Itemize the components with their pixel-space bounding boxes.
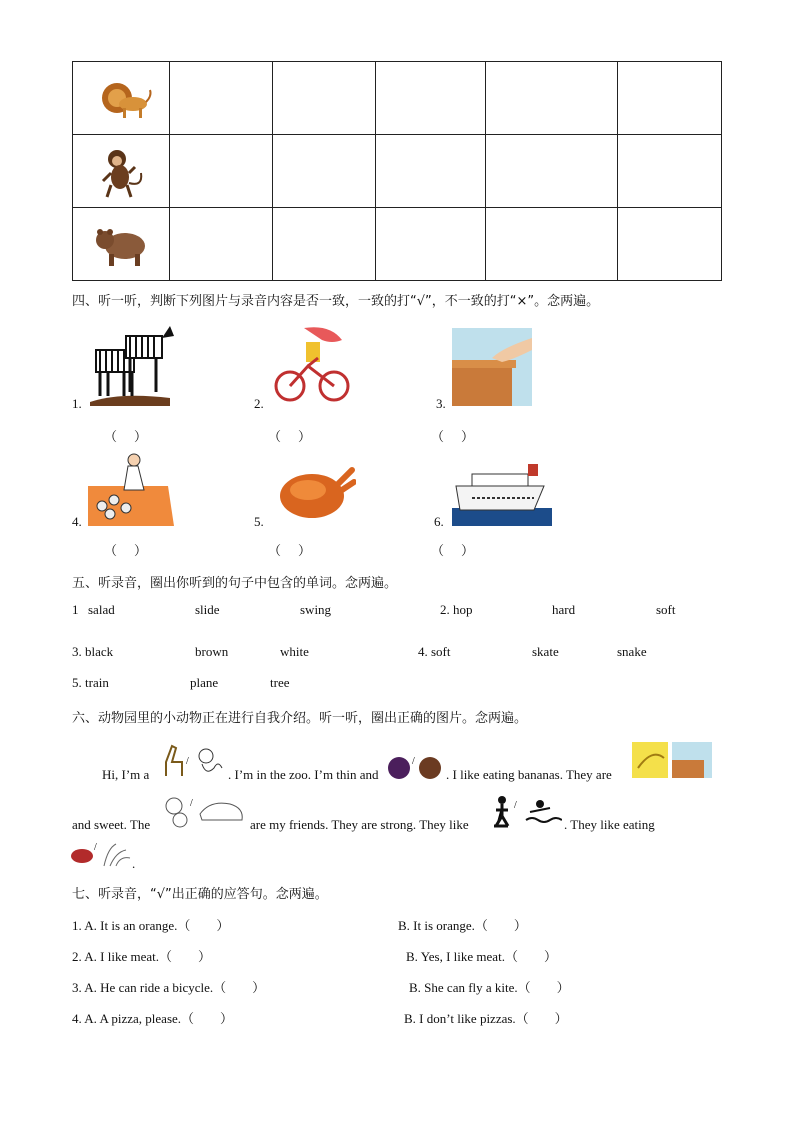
word-option[interactable]: 2. hop [440, 602, 473, 617]
table-cell[interactable] [170, 208, 273, 281]
table-cell[interactable] [376, 62, 486, 135]
table-cell[interactable] [486, 62, 618, 135]
table-row [73, 135, 722, 208]
table-cell[interactable] [273, 135, 376, 208]
skating-swimming-choice-icon[interactable] [490, 794, 562, 830]
word-option[interactable]: tree [270, 675, 290, 690]
option-a[interactable]: 1. A. It is an orange.（ ） [72, 918, 230, 933]
word-option[interactable]: brown [195, 644, 229, 659]
item-number: 2. [254, 396, 264, 411]
question-number: 1 [72, 602, 79, 617]
item-number: 6. [434, 514, 444, 529]
table-cell[interactable] [618, 135, 722, 208]
table-row [73, 62, 722, 135]
bicycle-rider-icon [274, 324, 350, 404]
table-cell[interactable] [273, 208, 376, 281]
answer-paren[interactable]: （ ） [104, 429, 150, 444]
grape-coconut-choice-icon[interactable] [386, 754, 446, 782]
cruise-ship-icon [452, 460, 552, 526]
giraffe-monkey-choice-icon[interactable] [158, 740, 226, 780]
passage-text: . I like eating bananas. They are [446, 767, 612, 782]
word-option[interactable]: 4. soft [418, 644, 451, 659]
lion-cell [73, 62, 170, 135]
table-cell[interactable] [486, 135, 618, 208]
svg-text:/: / [514, 800, 517, 811]
section-5-title: 五、听录音，圈出你听到的句子中包含的单词。念两遍。 [72, 576, 398, 591]
word-option[interactable]: skate [532, 644, 559, 659]
item-number: 1. [72, 396, 82, 411]
item-number: 4. [72, 514, 82, 529]
word-option[interactable]: 5. train [72, 675, 109, 690]
table-cell[interactable] [170, 135, 273, 208]
knocking-table-icon [452, 328, 532, 406]
option-b[interactable]: B. She can fly a kite.（ ） [409, 980, 570, 995]
section-7-title: 七、听录音，“√”出正确的应答句。念两遍。 [72, 887, 328, 902]
word-option[interactable]: white [280, 644, 309, 659]
passage-text: . I’m in the zoo. I’m thin and [228, 767, 379, 782]
svg-text:/: / [412, 756, 415, 767]
option-a[interactable]: 3. A. He can ride a bicycle.（ ） [72, 980, 266, 995]
table-cell[interactable] [486, 208, 618, 281]
answer-paren[interactable]: （ ） [431, 543, 477, 558]
bananas-table-choice-icon[interactable] [630, 738, 714, 782]
word-option[interactable]: 3. black [72, 644, 114, 659]
table-cell[interactable] [273, 62, 376, 135]
lion-elephant-choice-icon[interactable] [160, 794, 246, 830]
svg-text:/: / [94, 842, 97, 853]
answer-paren[interactable]: （ ） [104, 543, 150, 558]
option-a[interactable]: 2. A. I like meat.（ ） [72, 949, 212, 964]
monkey-cell [73, 135, 170, 208]
table-cell[interactable] [376, 208, 486, 281]
word-option[interactable]: plane [190, 675, 219, 690]
girl-with-cookies-icon [88, 452, 176, 526]
word-option[interactable]: slide [195, 602, 220, 617]
passage-text: are my friends. They are strong. They like [250, 817, 469, 832]
bear-cell [73, 208, 170, 281]
word-option[interactable]: salad [88, 602, 115, 617]
option-a[interactable]: 4. A. A pizza, please.（ ） [72, 1011, 234, 1026]
svg-text:/: / [190, 798, 193, 809]
passage-text: . They like eating [564, 817, 655, 832]
word-option[interactable]: swing [300, 602, 332, 617]
monkey-icon [73, 135, 169, 207]
bear-icon [73, 208, 169, 280]
answer-grid [72, 61, 722, 281]
answer-paren[interactable]: （ ） [431, 429, 477, 444]
table-cell[interactable] [618, 62, 722, 135]
option-b[interactable]: B. It is orange.（ ） [398, 918, 527, 933]
section-4-title: 四、听一听，判断下列图片与录音内容是否一致，一致的打“√”，不一致的打“×”。念两遍。 [72, 294, 600, 309]
section-6-title: 六、动物园里的小动物正在进行自我介绍。听一听，圈出正确的图片。念两遍。 [72, 711, 528, 726]
roast-chicken-icon [272, 460, 356, 524]
item-number: 5. [254, 514, 264, 529]
passage-text: . [132, 856, 136, 871]
word-option[interactable]: soft [656, 602, 676, 617]
option-b[interactable]: B. Yes, I like meat.（ ） [406, 949, 557, 964]
meat-grass-choice-icon[interactable] [70, 840, 134, 868]
answer-paren[interactable]: （ ） [268, 429, 314, 444]
svg-text:/: / [186, 756, 189, 767]
passage-text: Hi, I’m a [102, 767, 150, 782]
passage-text: and sweet. The [72, 817, 151, 832]
word-option[interactable]: snake [617, 644, 647, 659]
answer-paren[interactable]: （ ） [268, 543, 314, 558]
option-b[interactable]: B. I don’t like pizzas.（ ） [404, 1011, 568, 1026]
table-cell[interactable] [170, 62, 273, 135]
table-row [73, 208, 722, 281]
table-cell[interactable] [376, 135, 486, 208]
lion-icon [73, 62, 169, 134]
word-option[interactable]: hard [552, 602, 576, 617]
table-cell[interactable] [618, 208, 722, 281]
zebras-icon [86, 320, 176, 406]
item-number: 3. [436, 396, 446, 411]
